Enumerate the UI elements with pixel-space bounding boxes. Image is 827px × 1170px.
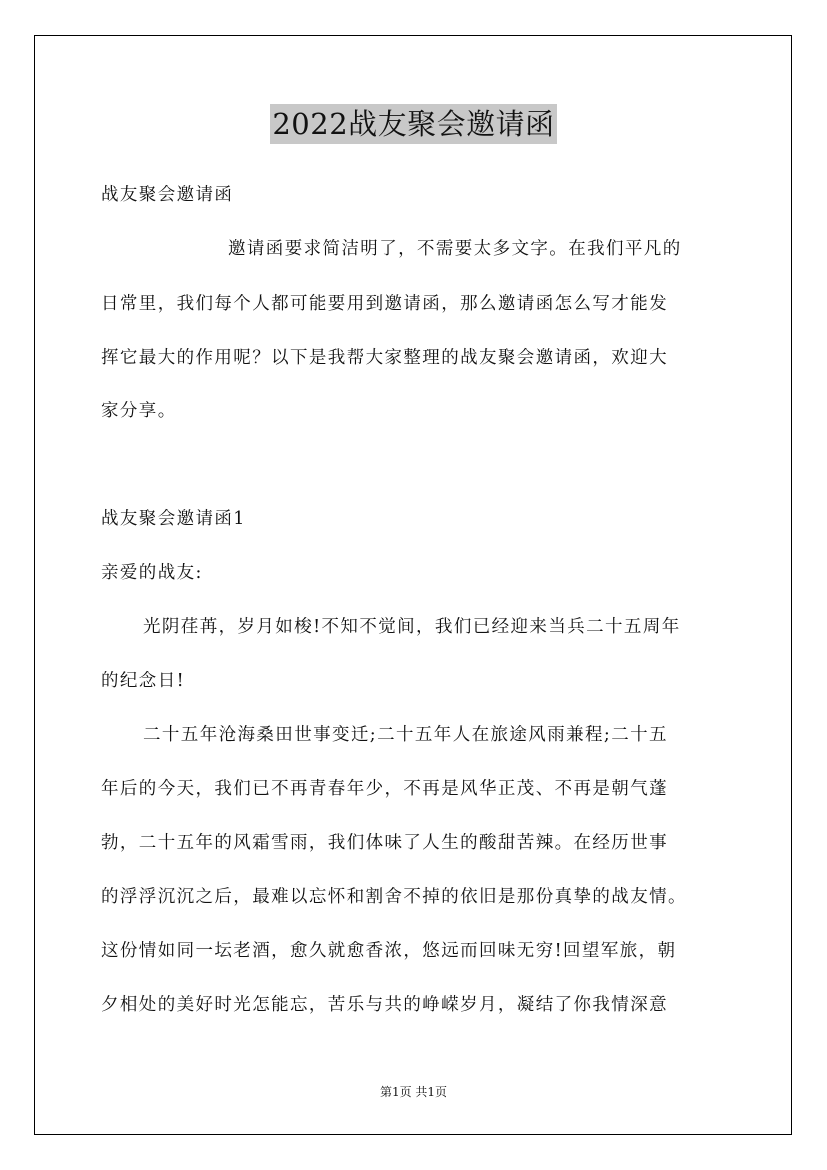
- paragraph2-line-1: 二十五年沧海桑田世事变迁;二十五年人在旅途风雨兼程;二十五: [143, 725, 668, 745]
- subtitle: 战友聚会邀请函: [101, 185, 234, 205]
- paragraph2-line-4: 的浮浮沉沉之后，最难以忘怀和割舍不掉的依旧是那份真挚的战友情。: [101, 887, 687, 907]
- paragraph1-line-2: 的纪念日!: [101, 671, 186, 691]
- paragraph2-line-3: 勃，二十五年的风霜雪雨，我们体味了人生的酸甜苦辣。在经历世事: [101, 833, 668, 853]
- intro-line-2: 日常里，我们每个人都可能要用到邀请函，那么邀请函怎么写才能发: [101, 294, 668, 314]
- greeting: 亲爱的战友:: [101, 563, 203, 583]
- paragraph2-line-2: 年后的今天，我们已不再青春年少，不再是风华正茂、不再是朝气蓬: [101, 779, 668, 799]
- section-title: 战友聚会邀请函1: [101, 509, 246, 529]
- intro-line-3: 挥它最大的作用呢？以下是我帮大家整理的战友聚会邀请函，欢迎大: [101, 348, 668, 368]
- intro-line-1: 邀请函要求简洁明了，不需要太多文字。在我们平凡的: [228, 239, 682, 259]
- document-title-wrapper: [0, 104, 827, 144]
- page-footer: [0, 1084, 827, 1100]
- intro-line-4: 家分享。: [101, 401, 177, 421]
- paragraph1-line-1: 光阴荏苒，岁月如梭!不知不觉间，我们已经迎来当兵二十五周年: [143, 617, 681, 637]
- document-title: 2022战友聚会邀请函: [270, 104, 556, 144]
- paragraph2-line-5: 这份情如同一坛老酒，愈久就愈香浓，悠远而回味无穷!回望军旅，朝: [101, 941, 677, 961]
- page-number: 第1页 共1页: [379, 1085, 448, 1099]
- paragraph2-line-6: 夕相处的美好时光怎能忘，苦乐与共的峥嵘岁月，凝结了你我情深意: [101, 995, 668, 1015]
